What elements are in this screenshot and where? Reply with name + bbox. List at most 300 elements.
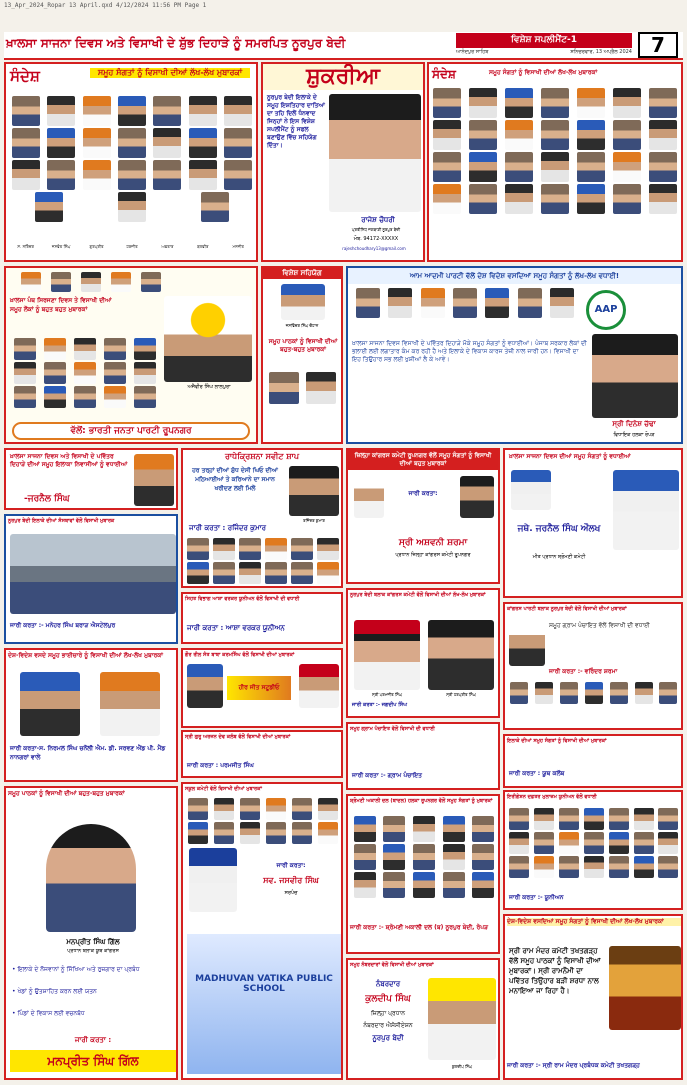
manpreet-name: ਮਨਪ੍ਰੀਤ ਸਿੰਘ ਗਿੱਲ xyxy=(66,938,120,946)
dateline xyxy=(456,49,632,55)
person-photo xyxy=(81,272,101,292)
har-sign: ਹੀਰ ਜੀਤ ਸਟੂਡੀਓ xyxy=(227,676,291,700)
person-photo xyxy=(134,386,156,408)
bjp-footer: ਵੱਲੋਂ: ਭਾਰਤੀ ਜਨਤਾ ਪਾਰਟੀ ਰੂਪਨਗਰ xyxy=(12,422,250,440)
person-photo xyxy=(453,288,477,318)
irrigation-photos xyxy=(507,806,681,878)
sandesh-right-photos xyxy=(429,86,681,214)
sad-photos xyxy=(350,814,498,898)
person-photo xyxy=(213,562,235,584)
har-photo xyxy=(187,664,223,708)
person-photo xyxy=(635,682,653,704)
person-photo xyxy=(224,128,252,158)
person-photo xyxy=(266,798,286,820)
manpreet-point-1: • ਇਲਾਕੇ ਦੇ ਨੌਜਵਾਨਾਂ ਨੂੰ ਸਿੱਖਿਆ ਅਤੇ ਰੁਜ਼ਗਾਰ ਦਾ ਪ੍ਰਬੰਧ xyxy=(12,966,140,973)
person-photo xyxy=(266,822,286,844)
person-photo xyxy=(44,362,66,384)
jarnail-photo xyxy=(134,454,174,506)
person-photo xyxy=(388,288,412,318)
person-photo xyxy=(541,152,569,182)
person-photo xyxy=(541,184,569,214)
namberdar-line-4: ਨੰਬਰਦਾਰ ਐਸੋਸੀਏਸ਼ਨ xyxy=(363,1022,413,1029)
person-photo xyxy=(189,96,217,126)
person-photo xyxy=(318,822,338,844)
person-photo xyxy=(189,128,217,158)
person-photo xyxy=(469,152,497,182)
manpreet-footer: ਮਨਪ੍ਰੀਤ ਸਿੰਘ ਗਿੱਲ xyxy=(10,1050,176,1072)
namberdar-line-1: ਨੰਬਰਦਾਰ xyxy=(375,980,401,988)
congress2-right-name: ਸ੍ਰੀ ਹਰਪ੍ਰੀਤ ਸਿੰਘ xyxy=(446,692,476,697)
school-box xyxy=(181,782,343,1080)
aap-logo-text: AAP xyxy=(594,304,618,315)
person-photo xyxy=(613,152,641,182)
person-photo xyxy=(505,120,533,150)
aap-mla-role: ਵਿਧਾਇਕ ਹਲਕਾ ਰੋਪੜ xyxy=(613,432,655,438)
person-photo xyxy=(472,844,494,870)
sandesh-right-greeting: ਸਮੂਹ ਸੰਗਤਾਂ ਨੂੰ ਵਿਸਾਖੀ ਦੀਆਂ ਲੱਖ-ਲੱਖ ਮੁਬਾਰਕਾਂ xyxy=(489,69,598,76)
jarnail-name: -ਜਰਨੈਲ ਸਿੰਘ xyxy=(24,494,70,504)
sandesh-right-box xyxy=(427,62,683,262)
person-photo xyxy=(269,372,299,404)
congress2-box xyxy=(346,588,500,718)
person-photo xyxy=(224,96,252,126)
rajinder-header: ਸ੍ਰੀ ਗੁਰੂ ਅਰਜਨ ਦੇਵ ਕਲੱਬ ਵੱਲੋਂ ਵਿਸਾਖੀ ਦੀਆਂ ਮੁਬਾਰਕਾਂ xyxy=(185,734,291,740)
correspondent-email: rajeshchoudhary13@gmail.com xyxy=(342,246,406,251)
person-photo xyxy=(469,120,497,150)
print-slug: 13_Apr_2024_Ropar 13 April.qxd 4/12/2024 11:56 PM Page 1 xyxy=(4,2,207,9)
person-photo xyxy=(541,120,569,150)
photo-caption: ਬਲਵੀਰ xyxy=(197,244,209,249)
aap-mla-photo xyxy=(592,334,678,418)
person-photo xyxy=(292,798,312,820)
person-photo xyxy=(187,562,209,584)
person-photo xyxy=(577,88,605,118)
vidyarthi-credit: ਜਾਰੀ ਕਰਤਾ : ਯੂਥ ਕਲੱਬ xyxy=(509,770,565,777)
prabh-header: ਦੇਸ਼-ਵਿਦੇਸ਼ ਵਸਦੇ ਸਮੂਹ ਭਾਈਚਾਰੇ ਨੂੰ ਵਿਸਾਖੀ ਦੀਆਂ ਲੱਖ-ਲੱਖ ਮੁਬਾਰਕਾਂ xyxy=(8,652,163,659)
jarnail-box xyxy=(4,448,178,510)
person-photo xyxy=(413,844,435,870)
dateline-date: ਸ਼ਨਿਚਰਵਾਰ, 13 ਅਪ੍ਰੈਲ 2024 xyxy=(570,49,632,55)
person-photo xyxy=(239,538,261,560)
page-number: 7 xyxy=(638,32,678,58)
person-photo xyxy=(104,386,126,408)
bjp-photos xyxy=(10,336,160,408)
alamb-box xyxy=(503,448,683,598)
person-photo xyxy=(658,808,678,830)
school-header: ਸਕੂਲ ਕਮੇਟੀ ਵੱਲੋਂ ਵਿਸਾਖੀ ਦੀਆਂ ਮੁਬਾਰਕਾਂ xyxy=(185,786,262,792)
alamb-name: ਜਥੇ. ਜਰਨੈਲ ਸਿੰਘ ਔਲਖ xyxy=(517,524,601,534)
person-photo xyxy=(51,272,71,292)
congress2-photo-right xyxy=(428,620,494,690)
person-photo xyxy=(577,120,605,150)
sandesh-left-captions xyxy=(8,244,256,249)
special-support-box xyxy=(261,266,343,444)
correspondent-photo xyxy=(329,94,421,212)
person-photo xyxy=(35,192,63,222)
gram-box xyxy=(346,722,500,790)
congress2-left-name: ਸ੍ਰੀ ਪਰਮਜੀਤ ਸਿੰਘ xyxy=(372,692,402,697)
aap-box xyxy=(346,266,683,444)
special-support-greeting: ਸਮੂਹ ਪਾਠਕਾਂ ਨੂੰ ਵਿਸਾਖੀ ਦੀਆਂ ਬਹੁਤ-ਬਹੁਤ ਮੁਬਾਰਕਾਂ xyxy=(268,338,338,353)
person-photo xyxy=(44,338,66,360)
person-photo xyxy=(433,120,461,150)
person-photo xyxy=(47,160,75,190)
namberdar-photo xyxy=(428,978,496,1060)
sweets-photos xyxy=(185,536,341,584)
person-photo xyxy=(505,184,533,214)
person-photo xyxy=(634,832,654,854)
person-photo xyxy=(83,160,111,190)
gurdwara-header: ਦੇਸ਼-ਵਿਦੇਸ਼ ਵਸਦਿਆਂ ਸਮੂਹ ਸੰਗਤਾਂ ਨੂੰ ਵਿਸਾਖੀ ਦੀਆਂ ਲੱਖ-ਲੱਖ ਮੁਬਾਰਕਾਂ xyxy=(507,918,681,926)
person-photo xyxy=(509,808,529,830)
person-photo xyxy=(577,152,605,182)
person-photo xyxy=(187,538,209,560)
person-photo xyxy=(472,816,494,842)
person-photo xyxy=(505,88,533,118)
person-photo xyxy=(649,152,677,182)
person-photo xyxy=(118,192,146,222)
photo-caption: ਸ. ਨਰਿੰਦਰ xyxy=(17,244,34,249)
person-photo xyxy=(153,128,181,158)
person-photo xyxy=(613,120,641,150)
person-photo xyxy=(14,362,36,384)
person-photo xyxy=(559,856,579,878)
person-photo xyxy=(659,682,677,704)
sandesh-left-photos xyxy=(8,94,256,222)
har-photo-right xyxy=(299,664,339,708)
prabh-photo-left xyxy=(20,672,80,736)
photo-caption: ਅਵਤਾਰ xyxy=(161,244,174,249)
person-photo xyxy=(12,128,40,158)
sandesh-left-greeting: ਸਮੂਹ ਸੰਗਤਾਂ ਨੂੰ ਵਿਸਾਖੀ ਦੀਆਂ ਲੱਖ-ਲੱਖ ਮੁਬਾਰਕਾਂ xyxy=(90,68,250,78)
person-photo xyxy=(291,562,313,584)
pardhan-photo xyxy=(509,622,545,666)
person-photo xyxy=(421,288,445,318)
gurdwara-photo xyxy=(609,946,681,1030)
aap-mla-name: ਸ੍ਰੀ ਦਿਨੇਸ਼ ਚੱਢਾ xyxy=(612,420,656,428)
namberdar-line-2: ਕੁਲਦੀਪ ਸਿੰਘ xyxy=(365,994,411,1004)
person-photo xyxy=(383,816,405,842)
irrigation-header: ਇਰੀਗੇਸ਼ਨ ਦਫ਼ਤਰ ਮੁਲਾਜ਼ਮ ਯੂਨੀਅਨ ਵੱਲੋਂ ਵਧਾਈ xyxy=(507,794,597,800)
person-photo xyxy=(534,808,554,830)
person-photo xyxy=(559,808,579,830)
person-photo xyxy=(141,272,161,292)
person-photo xyxy=(443,844,465,870)
ashwani-role: ਪ੍ਰਧਾਨ ਜ਼ਿਲ੍ਹਾ ਕਾਂਗਰਸ ਕਮੇਟੀ ਰੂਪਨਗਰ xyxy=(395,552,471,558)
rajinder-footer: ਜਾਰੀ ਕਰਤਾ : ਪਰਮਜੀਤ ਸਿੰਘ xyxy=(187,762,254,769)
sad-header: ਸ਼੍ਰੋਮਣੀ ਅਕਾਲੀ ਦਲ (ਬਾਦਲ) ਹਲਕਾ ਰੂਪਨਗਰ ਵੱਲੋਂ ਸਮੂਹ ਸੰਗਤਾਂ ਨੂੰ ਮੁਬਾਰਕਾਂ xyxy=(350,798,493,804)
person-photo xyxy=(239,562,261,584)
correspondent-role: ਪ੍ਰਤੀਨਿਧ ਜਗਬਾਣੀ ਨੂਰਪੁਰ ਬੇਦੀ xyxy=(351,227,401,232)
congress2-header: ਨੂਰਪੁਰ ਬੇਦੀ ਬਲਾਕ ਕਾਂਗਰਸ ਕਮੇਟੀ ਵੱਲੋਂ ਵਿਸਾਖੀ ਦੀਆਂ ਲੱਖ-ਲੱਖ ਮੁਬਾਰਕਾਂ xyxy=(350,592,486,598)
ashwani-header: ਜ਼ਿਲ੍ਹਾ ਕਾਂਗਰਸ ਕਮੇਟੀ ਰੂਪਨਗਰ ਵੱਲੋਂ ਸਮੂਹ ਸੰਗਤਾਂ ਨੂੰ ਵਿਸਾਖੀ ਦੀਆਂ ਬਹੁਤ ਮੁਬਾਰਕਾਂ xyxy=(348,450,498,470)
person-photo xyxy=(505,152,533,182)
person-photo xyxy=(658,832,678,854)
vidyarthi-header: ਇਲਾਕੇ ਦੀਆਂ ਸਮੂਹ ਸੰਗਤਾਂ ਨੂੰ ਵਿਸਾਖੀ ਦੀਆਂ ਮੁਬਾਰਕਾਂ xyxy=(507,738,607,744)
person-photo xyxy=(354,872,376,898)
namberdar-line-5: ਨੂਰਪੁਰ ਬੇਦੀ xyxy=(372,1034,404,1042)
person-photo xyxy=(317,538,339,560)
person-photo xyxy=(354,816,376,842)
thanks-title: ਸ਼ੁਕਰੀਆ xyxy=(263,64,423,90)
person-photo xyxy=(265,562,287,584)
person-photo xyxy=(609,832,629,854)
person-photo xyxy=(153,160,181,190)
sandesh-right-label: ਸੰਦੇਸ਼ xyxy=(432,67,456,81)
person-photo xyxy=(433,88,461,118)
photo-caption: ਹਰਜੀਤ xyxy=(126,244,138,249)
person-photo xyxy=(509,832,529,854)
person-photo xyxy=(201,192,229,222)
person-photo xyxy=(118,160,146,190)
person-photo xyxy=(433,184,461,214)
person-photo xyxy=(292,822,312,844)
person-photo xyxy=(560,682,578,704)
ashwani-photo-right xyxy=(460,476,494,518)
jarnail-text: ਖ਼ਾਲਸਾ ਸਾਜਨਾ ਦਿਵਸ ਅਤੇ ਵਿਸਾਖੀ ਦੇ ਪਵਿੱਤਰ ਦਿਹਾੜੇ ਦੀਆਂ ਸਮੂਹ ਇਲਾਕਾ ਨਿਵਾਸੀਆਂ ਨੂੰ ਵਧਾਈਆਂ xyxy=(10,453,128,468)
person-photo xyxy=(306,372,336,404)
pardhan-body: ਸਮੂਹ ਗ੍ਰਾਮ ਪੰਚਾਇਤ ਵੱਲੋਂ ਵਿਸਾਖੀ ਦੀ ਵਧਾਈ xyxy=(549,622,650,629)
bjp-leader-name: ਅਜੈਵੀਰ ਸਿੰਘ ਲਾਲਪੁਰਾ xyxy=(187,384,231,390)
person-photo xyxy=(509,856,529,878)
person-photo xyxy=(613,184,641,214)
namberdar-sign: ਕੁਲਦੀਪ ਸਿੰਘ xyxy=(451,1064,473,1069)
person-photo xyxy=(74,386,96,408)
person-photo xyxy=(134,338,156,360)
asha-box xyxy=(181,592,343,644)
person-photo xyxy=(240,798,260,820)
person-photo xyxy=(189,160,217,190)
person-photo xyxy=(118,96,146,126)
nurpur-box xyxy=(4,514,178,644)
photo-caption: ਗੁਰਪ੍ਰੀਤ xyxy=(89,244,104,249)
person-photo xyxy=(83,96,111,126)
special-support-title: ਵਿਸ਼ੇਸ਼ ਸਹਿਯੋਗ xyxy=(263,268,341,279)
person-photo xyxy=(613,88,641,118)
person-photo xyxy=(44,386,66,408)
sweets-box xyxy=(181,448,343,588)
person-photo xyxy=(318,798,338,820)
ashwani-name: ਸ੍ਰੀ ਅਸ਼ਵਨੀ ਸ਼ਰਮਾ xyxy=(398,538,468,548)
prabh-box xyxy=(4,648,178,782)
bjp-greeting: ਖ਼ਾਲਸਾ ਪੰਥ ਸਿਰਜਣਾ ਦਿਵਸ ਤੇ ਵਿਸਾਖੀ ਦੀਆਂ ਸਮੂਹ ਲੋਕਾਂ ਨੂੰ ਬਹੁਤ ਬਹੁਤ ਮੁਬਾਰਕਾਂ xyxy=(10,297,112,313)
sweets-owner-photo xyxy=(289,466,339,516)
nurpur-event-photo xyxy=(10,534,176,614)
bjp-box xyxy=(4,266,258,444)
alamb-role: ਮੀਤ ਪ੍ਰਧਾਨ ਸ਼੍ਰੋਮਣੀ ਕਮੇਟੀ xyxy=(532,554,586,560)
school-photos xyxy=(185,796,341,844)
pardhan-box xyxy=(503,602,683,730)
person-photo xyxy=(413,872,435,898)
person-photo xyxy=(510,682,528,704)
person-photo xyxy=(610,682,628,704)
person-photo xyxy=(240,822,260,844)
person-photo xyxy=(356,288,380,318)
aap-logo xyxy=(586,290,626,330)
manpreet-point-2: • ਖੇਡਾਂ ਨੂੰ ਉਤਸ਼ਾਹਿਤ ਕਰਨ ਲਈ ਯਤਨ xyxy=(12,988,97,995)
person-photo xyxy=(634,808,654,830)
supplement-badge xyxy=(456,33,632,48)
person-photo xyxy=(111,272,131,292)
person-photo xyxy=(541,88,569,118)
alamb-photo-main xyxy=(613,470,679,550)
person-photo xyxy=(485,288,509,318)
har-header: ਗੌਰ ਰੀਲ ਸੰਤ ਬਾਬਾ ਕਰਮਸਿੰਘ ਵੱਲੋਂ ਵਿਸਾਖੀ ਦੀਆਂ ਮੁਬਾਰਕਾਂ xyxy=(185,652,295,658)
person-photo xyxy=(585,682,603,704)
sweets-credit: ਜਾਰੀ ਕਰਤਾ : ਰਜਿੰਦਰ ਕੁਮਾਰ xyxy=(189,524,267,532)
person-photo xyxy=(354,844,376,870)
person-photo xyxy=(469,88,497,118)
person-photo xyxy=(413,816,435,842)
person-photo xyxy=(609,808,629,830)
person-photo xyxy=(188,822,208,844)
person-photo xyxy=(518,288,542,318)
person-photo xyxy=(634,856,654,878)
person-photo xyxy=(188,798,208,820)
person-photo xyxy=(74,338,96,360)
special-support-name: ਜਸਵਿੰਦਰ ਸਿੰਘ ਚੌਹਾਨ xyxy=(285,323,319,328)
person-photo xyxy=(214,822,234,844)
thanks-body: ਨੂਰਪੁਰ ਬੇਦੀ ਇਲਾਕੇ ਦੇ ਸਮੂਹ ਇਸ਼ਤਿਹਾਰ ਦਾਤਿਆਂ ਦਾ ਤਹਿ ਦਿਲੋਂ ਧੰਨਵਾਦ ਜਿਨ੍ਹਾਂ ਨੇ ਇਸ ਵਿਸ਼ੇਸ਼ ਸਪਲੀਮੈਂਟ ਨੂੰ ਸਫਲ ਬਣਾਉਣ ਵਿੱਚ ਸਹਿਯੋਗ ਦਿੱਤਾ। xyxy=(267,94,325,149)
prabh-photo-right xyxy=(100,672,160,736)
person-photo xyxy=(14,386,36,408)
person-photo xyxy=(550,288,574,318)
nurpur-credit: ਜਾਰੀ ਕਰਤਾ :- ਮਨੋਹਰ ਸਿੰਘ ਬਰਾੜ ਐਸਟੇਲਪੁਰ xyxy=(10,622,116,629)
person-photo xyxy=(104,362,126,384)
manpreet-box xyxy=(4,786,178,1080)
person-photo xyxy=(14,338,36,360)
person-photo xyxy=(265,538,287,560)
sad-credit: ਜਾਰੀ ਕਰਤਾ :- ਸ਼੍ਰੋਮਣੀ ਅਕਾਲੀ ਦਲ (ਬ) ਨੂਰਪੁਰ ਬੇਦੀ, ਰੋਪੜ xyxy=(350,924,498,950)
person-photo xyxy=(658,856,678,878)
bjp-leader-photo xyxy=(164,296,252,382)
alamb-photo-small xyxy=(511,470,551,510)
ashwani-box xyxy=(346,448,500,584)
special-support-photos xyxy=(265,370,339,404)
aap-photos xyxy=(352,286,578,318)
person-photo xyxy=(469,184,497,214)
person-photo xyxy=(383,872,405,898)
correspondent-name: ਰਾਜੇਸ਼ ਚੌਧਰੀ xyxy=(361,216,395,224)
sandesh-left-box xyxy=(4,62,258,262)
asha-header: ਸਿਹਤ ਵਿਭਾਗ ਆਸ਼ਾ ਵਰਕਰ ਯੂਨੀਅਨ ਵੱਲੋਂ ਵਿਸਾਖੀ ਦੀ ਵਧਾਈ xyxy=(185,596,300,602)
ashwani-credit: ਜਾਰੀ ਕਰਤਾ: xyxy=(408,490,438,497)
manpreet-role: ਪ੍ਰਧਾਨ ਬਲਾਕ ਯੂਥ ਕਾਂਗਰਸ xyxy=(67,948,119,954)
sweets-owner: ਰਜਿੰਦਰ ਕੁਮਾਰ xyxy=(303,518,325,523)
asha-credit: ਜਾਰੀ ਕਰਤਾ : ਆਸ਼ਾ ਵਰਕਰ ਯੂਨੀਅਨ xyxy=(187,624,285,632)
sandesh-left-label: ਸੰਦੇਸ਼ xyxy=(10,67,40,85)
person-photo xyxy=(584,832,604,854)
person-photo xyxy=(443,816,465,842)
person-photo xyxy=(104,338,126,360)
person-photo xyxy=(74,362,96,384)
photo-caption: ਜਸਵੰਤ ਸਿੰਘ xyxy=(51,244,71,249)
pardhan-photos xyxy=(507,680,681,704)
person-photo xyxy=(47,128,75,158)
person-photo xyxy=(649,184,677,214)
irrigation-box xyxy=(503,790,683,910)
namberdar-header: ਸਮੂਹ ਨੰਬਰਦਾਰਾਂ ਵੱਲੋਂ ਵਿਸਾਖੀ ਦੀਆਂ ਮੁਬਾਰਕਾਂ xyxy=(350,962,434,968)
school-leader-photo xyxy=(189,848,237,912)
pardhan-header: ਕਾਂਗਰਸ ਪਾਰਟੀ ਬਲਾਕ ਨੂਰਪੁਰ ਬੇਦੀ ਵੱਲੋਂ ਵਿਸਾਖੀ ਦੀਆਂ ਮੁਬਾਰਕਾਂ xyxy=(507,606,627,612)
gram-credit: ਜਾਰੀ ਕਰਤਾ :- ਗ੍ਰਾਮ ਪੰਚਾਇਤ xyxy=(352,772,423,779)
irrigation-credit: ਜਾਰੀ ਕਰਤਾ :- ਯੂਨੀਅਨ xyxy=(509,894,564,901)
person-photo xyxy=(534,856,554,878)
person-photo xyxy=(584,808,604,830)
rajinder-box xyxy=(181,730,343,778)
person-photo xyxy=(118,128,146,158)
manpreet-credit: ਜਾਰੀ ਕਰਤਾ : xyxy=(74,1036,112,1044)
person-photo xyxy=(433,152,461,182)
banner xyxy=(4,32,683,60)
person-photo xyxy=(153,96,181,126)
person-photo xyxy=(383,844,405,870)
person-photo xyxy=(472,872,494,898)
person-photo xyxy=(214,798,234,820)
photo-caption: ਮਨਜੀਤ xyxy=(232,244,244,249)
manpreet-photo xyxy=(46,824,136,932)
pardhan-credit: ਜਾਰੀ ਕਰਤਾ :- ਵਰਿੰਦਰ ਸ਼ਰਮਾ xyxy=(549,668,618,675)
person-photo xyxy=(134,362,156,384)
person-photo xyxy=(83,128,111,158)
sweets-header: ਰਾਧੇਕ੍ਰਿਸ਼ਨਾ ਸਵੀਟ ਸ਼ਾਪ xyxy=(183,450,341,464)
person-photo xyxy=(577,184,605,214)
dateline-city: ਆਨੰਦਪੁਰ ਸਾਹਿਬ xyxy=(456,49,489,55)
supplement-label: ਵਿਸ਼ੇਸ਼ ਸਪਲੀਮੈਂਟ-1 xyxy=(511,35,577,45)
person-photo xyxy=(649,120,677,150)
correspondent-phone: ਮੋਬ. 94172-XXXXX xyxy=(353,236,399,242)
prabh-credit: ਜਾਰੀ ਕਰਤਾ-ਸ. ਨਿਰਮਲ ਸਿੰਘ ਚਨੌਲੀ ਐਮ. ਡੀ. ਸਰਵਣ ਐਂਡ ਪੀ. ਮੈਂਡ ਨਾਨਗਰਾਂ ਵਾਲੇ xyxy=(10,745,166,761)
person-photo xyxy=(224,160,252,190)
person-photo xyxy=(12,160,40,190)
manpreet-point-3: • ਪਿੰਡਾਂ ਦੇ ਵਿਕਾਸ ਲਈ ਵਚਨਬੱਧ xyxy=(12,1010,85,1017)
banner-title: ਖ਼ਾਲਸਾ ਸਾਜਨਾ ਦਿਵਸ ਅਤੇ ਵਿਸਾਖੀ ਦੇ ਸ਼ੁੱਭ ਦਿਹਾੜੇ ਨੂੰ ਸਮਰਪਿਤ ਨੂਰਪੁਰ ਬੇਦੀ xyxy=(6,36,346,50)
sweets-body: ਹਰ ਤਰ੍ਹਾਂ ਦੀਆਂ ਸ਼ੁੱਧ ਦੇਸੀ ਘਿਓ ਦੀਆਂ ਮਠਿਆਈਆਂ ਤੇ ਕਰਿਆਨੇ ਦਾ ਸਮਾਨ ਖਰੀਦਣ ਲਈ ਮਿਲੋ xyxy=(192,467,278,492)
sad-box xyxy=(346,794,500,954)
congress2-photo-left xyxy=(354,620,420,690)
alamb-header: ਖ਼ਾਲਸਾ ਸਾਜਨਾ ਦਿਵਸ ਦੀਆਂ ਸਮੂਹ ਸੰਗਤਾਂ ਨੂੰ ਵਧਾਈਆਂ xyxy=(509,453,631,460)
gram-header: ਸਮੂਹ ਗ੍ਰਾਮ ਪੰਚਾਇਤ ਵੱਲੋਂ ਵਿਸਾਖੀ ਦੀ ਵਧਾਈ xyxy=(350,726,435,732)
person-photo xyxy=(584,856,604,878)
school-role: ਸਰਪੰਚ xyxy=(284,890,298,896)
bjp-top-photos xyxy=(16,270,166,292)
gurdwara-body: ਸ੍ਰੀ ਰਾਮ ਮੰਦਰ ਕਮੇਟੀ ਤਖਤਗੜ੍ਹ ਵੱਲੋਂ ਸਮੂਹ ਪਾਠਕਾਂ ਨੂੰ ਵਿਸਾਖੀ ਦੀਆਂ ਮੁਬਾਰਕਾਂ। ਸ੍ਰੀ ਰਾਮਨੌਮੀ ਦਾ ਪਵਿੱਤਰ ਤਿਉਹਾਰ ਬੜੀ ਸ਼ਰਧਾ ਨਾਲ ਮਨਾਇਆ ਜਾ ਰਿਹਾ ਹੈ। xyxy=(509,947,601,995)
person-photo xyxy=(443,872,465,898)
vidyarthi-box xyxy=(503,734,683,788)
person-photo xyxy=(291,538,313,560)
person-photo xyxy=(559,832,579,854)
person-photo xyxy=(649,88,677,118)
gurdwara-box xyxy=(503,914,683,1080)
namberdar-line-3: ਜ਼ਿਲ੍ਹਾ ਪ੍ਰਧਾਨ xyxy=(370,1010,406,1017)
school-name: ਸਵ. ਜਸਵੀਰ ਸਿੰਘ xyxy=(263,876,319,885)
manpreet-header: ਸਮੂਹ ਪਾਠਕਾਂ ਨੂੰ ਵਿਸਾਖੀ ਦੀਆਂ ਬਹੁਤ-ਬਹੁਤ ਮੁਬਾਰਕਾਂ xyxy=(8,790,125,797)
school-banner: MADHUVAN VATIKA PUBLIC SCHOOL xyxy=(187,934,341,1074)
congress2-credit: ਜਾਰੀ ਕਰਤਾ :- ਜਗਦੀਪ ਸਿੰਘ xyxy=(352,702,407,708)
person-photo xyxy=(534,832,554,854)
aap-body: ਖ਼ਾਲਸਾ ਸਾਜਨਾ ਦਿਵਸ ਵਿਸਾਖੀ ਦੇ ਪਵਿੱਤਰ ਦਿਹਾੜੇ ਮੌਕੇ ਸਮੂਹ ਸੰਗਤਾਂ ਨੂੰ ਵਧਾਈਆਂ। ਪੰਜਾਬ ਸਰਕਾਰ ਲੋਕਾਂ ਦੀ ਭਲਾਈ ਲਈ ਲਗਾਤਾਰ ਕੰਮ ਕਰ ਰਹੀ ਹੈ ਅਤੇ ਇਲਾਕੇ ਦੇ ਵਿਕਾਸ ਕਾਰਜ ਤੇਜ਼ੀ ਨਾਲ ਜਾਰੀ ਹਨ। ਵਿਸਾਖੀ ਦਾ ਇਹ ਤਿਉਹਾਰ ਸਭ ਲਈ ਖੁਸ਼ੀਆਂ ਲੈ ਕੇ ਆਵੇ। xyxy=(352,340,587,363)
person-photo xyxy=(213,538,235,560)
namberdar-box xyxy=(346,958,500,1080)
gurdwara-credit: ਜਾਰੀ ਕਰਤਾ :- ਸ੍ਰੀ ਰਾਮ ਮੰਦਰ ਪ੍ਰਬੰਧਕ ਕਮੇਟੀ ਤਖਤਗੜ੍ਹ xyxy=(507,1062,640,1069)
thanks-box xyxy=(261,62,425,262)
person-photo xyxy=(609,856,629,878)
person-photo xyxy=(317,562,339,584)
har-box xyxy=(181,648,343,728)
person-photo xyxy=(47,96,75,126)
school-credit: ਜਾਰੀ ਕਰਤਾ: xyxy=(276,862,306,869)
special-support-photo xyxy=(281,284,325,320)
